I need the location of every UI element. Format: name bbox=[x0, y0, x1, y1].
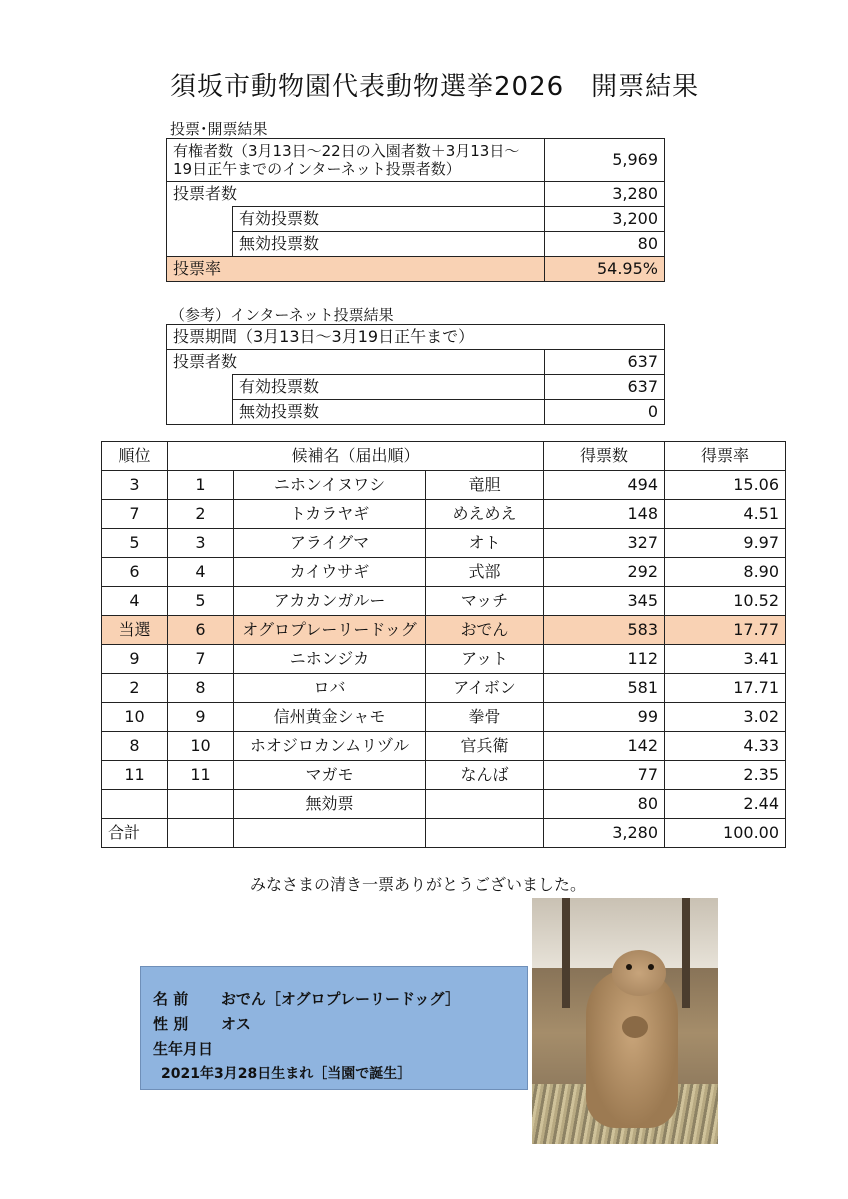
result-votes: 112 bbox=[544, 645, 665, 674]
prairie-dog-head bbox=[612, 950, 666, 996]
voters-row bbox=[167, 182, 665, 207]
result-species: カイウサギ bbox=[234, 558, 426, 587]
result-number: 4 bbox=[168, 558, 234, 587]
eligible-label: 有権者数（3月13日～22日の入園者数＋3月13日～19日正午までのインターネット投票者数） bbox=[167, 139, 545, 182]
profile-sex-line bbox=[153, 1012, 527, 1037]
result-species: トカラヤギ bbox=[234, 500, 426, 529]
indent-cell bbox=[167, 400, 233, 425]
result-row bbox=[102, 529, 786, 558]
profile-name-line bbox=[153, 987, 527, 1012]
result-species: マガモ bbox=[234, 761, 426, 790]
result-rank: 当選 bbox=[102, 616, 168, 645]
result-species: アライグマ bbox=[234, 529, 426, 558]
result-animal-name: 式部 bbox=[426, 558, 544, 587]
result-species: ニホンイヌワシ bbox=[234, 471, 426, 500]
header-rate: 得票率 bbox=[665, 442, 786, 471]
profile-sex-value: オス bbox=[221, 1015, 251, 1033]
internet-table bbox=[166, 324, 665, 425]
prairie-dog-eye bbox=[626, 964, 632, 970]
prairie-dog-photo bbox=[532, 898, 718, 1144]
profile-name-label: 名 前 bbox=[153, 990, 189, 1008]
result-rank: 8 bbox=[102, 732, 168, 761]
invalid-votes-row bbox=[102, 790, 786, 819]
result-species: ニホンジカ bbox=[234, 645, 426, 674]
result-rank: 11 bbox=[102, 761, 168, 790]
photo-bar bbox=[682, 898, 690, 1008]
result-row bbox=[102, 645, 786, 674]
result-rate: 4.33 bbox=[665, 732, 786, 761]
profile-birth-value: 2021年3月28日生まれ［当園で誕生］ bbox=[161, 1066, 412, 1082]
period-row bbox=[167, 325, 665, 350]
section1-caption: 投票･開票結果 bbox=[170, 120, 268, 138]
empty-cell bbox=[426, 790, 544, 819]
total-rate: 100.00 bbox=[665, 819, 786, 848]
result-rate: 4.51 bbox=[665, 500, 786, 529]
empty-cell bbox=[168, 790, 234, 819]
result-rate: 3.02 bbox=[665, 703, 786, 732]
invalid-value: 80 bbox=[545, 232, 665, 257]
result-votes: 327 bbox=[544, 529, 665, 558]
eligible-row bbox=[167, 139, 665, 182]
result-animal-name: なんば bbox=[426, 761, 544, 790]
profile-sex-label: 性 別 bbox=[153, 1015, 189, 1033]
indent-cell bbox=[167, 232, 233, 257]
result-rank: 9 bbox=[102, 645, 168, 674]
invalid-label: 無効投票数 bbox=[233, 232, 545, 257]
result-rate: 8.90 bbox=[665, 558, 786, 587]
result-row bbox=[102, 761, 786, 790]
result-row bbox=[102, 703, 786, 732]
result-rank: 7 bbox=[102, 500, 168, 529]
result-rank: 4 bbox=[102, 587, 168, 616]
net-voters-label: 投票者数 bbox=[167, 350, 545, 375]
result-species: アカカンガルー bbox=[234, 587, 426, 616]
rate-row bbox=[167, 257, 665, 282]
rate-value: 54.95% bbox=[545, 257, 665, 282]
result-animal-name: アイボン bbox=[426, 674, 544, 703]
result-rank: 3 bbox=[102, 471, 168, 500]
net-voters-row bbox=[167, 350, 665, 375]
result-number: 9 bbox=[168, 703, 234, 732]
result-animal-name: 竜胆 bbox=[426, 471, 544, 500]
result-number: 11 bbox=[168, 761, 234, 790]
total-row bbox=[102, 819, 786, 848]
result-number: 10 bbox=[168, 732, 234, 761]
result-rate: 3.41 bbox=[665, 645, 786, 674]
prairie-dog-paws bbox=[622, 1016, 648, 1038]
empty-cell bbox=[168, 819, 234, 848]
thanks-message: みなさまの清き一票ありがとうございました。 bbox=[250, 875, 587, 894]
section2-caption: （参考）インターネット投票結果 bbox=[170, 306, 394, 324]
result-votes: 494 bbox=[544, 471, 665, 500]
valid-row bbox=[167, 207, 665, 232]
result-number: 6 bbox=[168, 616, 234, 645]
invalid-votes-rate: 2.44 bbox=[665, 790, 786, 819]
result-animal-name: オト bbox=[426, 529, 544, 558]
result-row bbox=[102, 471, 786, 500]
result-number: 5 bbox=[168, 587, 234, 616]
results-table bbox=[101, 441, 786, 848]
empty-cell bbox=[234, 819, 426, 848]
result-species: ホオジロカンムリヅル bbox=[234, 732, 426, 761]
period-label: 投票期間（3月13日～3月19日正午まで） bbox=[167, 325, 665, 350]
profile-birth-label: 生年月日 bbox=[153, 1040, 214, 1058]
result-rate: 10.52 bbox=[665, 587, 786, 616]
result-animal-name: マッチ bbox=[426, 587, 544, 616]
result-votes: 292 bbox=[544, 558, 665, 587]
winner-profile bbox=[140, 966, 528, 1090]
result-species: 信州黄金シャモ bbox=[234, 703, 426, 732]
result-species: オグロプレーリードッグ bbox=[234, 616, 426, 645]
invalid-row bbox=[167, 232, 665, 257]
result-row bbox=[102, 558, 786, 587]
result-rate: 17.71 bbox=[665, 674, 786, 703]
result-votes: 142 bbox=[544, 732, 665, 761]
valid-label: 有効投票数 bbox=[233, 207, 545, 232]
result-number: 3 bbox=[168, 529, 234, 558]
voters-value: 3,280 bbox=[545, 182, 665, 207]
header-rank: 順位 bbox=[102, 442, 168, 471]
results-header-row bbox=[102, 442, 786, 471]
result-species: ロバ bbox=[234, 674, 426, 703]
result-rate: 9.97 bbox=[665, 529, 786, 558]
prairie-dog-eye bbox=[648, 964, 654, 970]
net-valid-label: 有効投票数 bbox=[233, 375, 545, 400]
result-votes: 99 bbox=[544, 703, 665, 732]
result-animal-name: 官兵衛 bbox=[426, 732, 544, 761]
result-votes: 583 bbox=[544, 616, 665, 645]
result-votes: 345 bbox=[544, 587, 665, 616]
result-animal-name: アット bbox=[426, 645, 544, 674]
result-votes: 581 bbox=[544, 674, 665, 703]
net-voters-value: 637 bbox=[545, 350, 665, 375]
result-number: 8 bbox=[168, 674, 234, 703]
result-votes: 148 bbox=[544, 500, 665, 529]
result-row bbox=[102, 500, 786, 529]
result-votes: 77 bbox=[544, 761, 665, 790]
total-votes: 3,280 bbox=[544, 819, 665, 848]
indent-cell bbox=[167, 375, 233, 400]
invalid-votes-label: 無効票 bbox=[234, 790, 426, 819]
voters-label: 投票者数 bbox=[167, 182, 545, 207]
turnout-table bbox=[166, 138, 665, 282]
result-rank: 2 bbox=[102, 674, 168, 703]
net-invalid-value: 0 bbox=[545, 400, 665, 425]
result-rate: 2.35 bbox=[665, 761, 786, 790]
result-number: 7 bbox=[168, 645, 234, 674]
net-valid-value: 637 bbox=[545, 375, 665, 400]
result-rank: 6 bbox=[102, 558, 168, 587]
photo-bar bbox=[562, 898, 570, 1008]
indent-cell bbox=[167, 207, 233, 232]
result-animal-name: おでん bbox=[426, 616, 544, 645]
result-row bbox=[102, 732, 786, 761]
header-candidate: 候補名（届出順） bbox=[168, 442, 544, 471]
net-valid-row bbox=[167, 375, 665, 400]
total-label: 合計 bbox=[102, 819, 168, 848]
rate-label: 投票率 bbox=[167, 257, 545, 282]
empty-cell bbox=[426, 819, 544, 848]
page-title: 須坂市動物園代表動物選挙2026 開票結果 bbox=[170, 72, 700, 102]
result-rank: 5 bbox=[102, 529, 168, 558]
result-number: 2 bbox=[168, 500, 234, 529]
result-animal-name: めえめえ bbox=[426, 500, 544, 529]
result-number: 1 bbox=[168, 471, 234, 500]
net-invalid-label: 無効投票数 bbox=[233, 400, 545, 425]
result-row bbox=[102, 674, 786, 703]
net-invalid-row bbox=[167, 400, 665, 425]
result-row bbox=[102, 616, 786, 645]
valid-value: 3,200 bbox=[545, 207, 665, 232]
invalid-votes-count: 80 bbox=[544, 790, 665, 819]
result-animal-name: 拳骨 bbox=[426, 703, 544, 732]
profile-name-value: おでん［オグロプレーリードッグ］ bbox=[221, 990, 461, 1008]
result-rate: 15.06 bbox=[665, 471, 786, 500]
result-rank: 10 bbox=[102, 703, 168, 732]
header-votes: 得票数 bbox=[544, 442, 665, 471]
empty-cell bbox=[102, 790, 168, 819]
result-rate: 17.77 bbox=[665, 616, 786, 645]
eligible-value: 5,969 bbox=[545, 139, 665, 182]
result-row bbox=[102, 587, 786, 616]
